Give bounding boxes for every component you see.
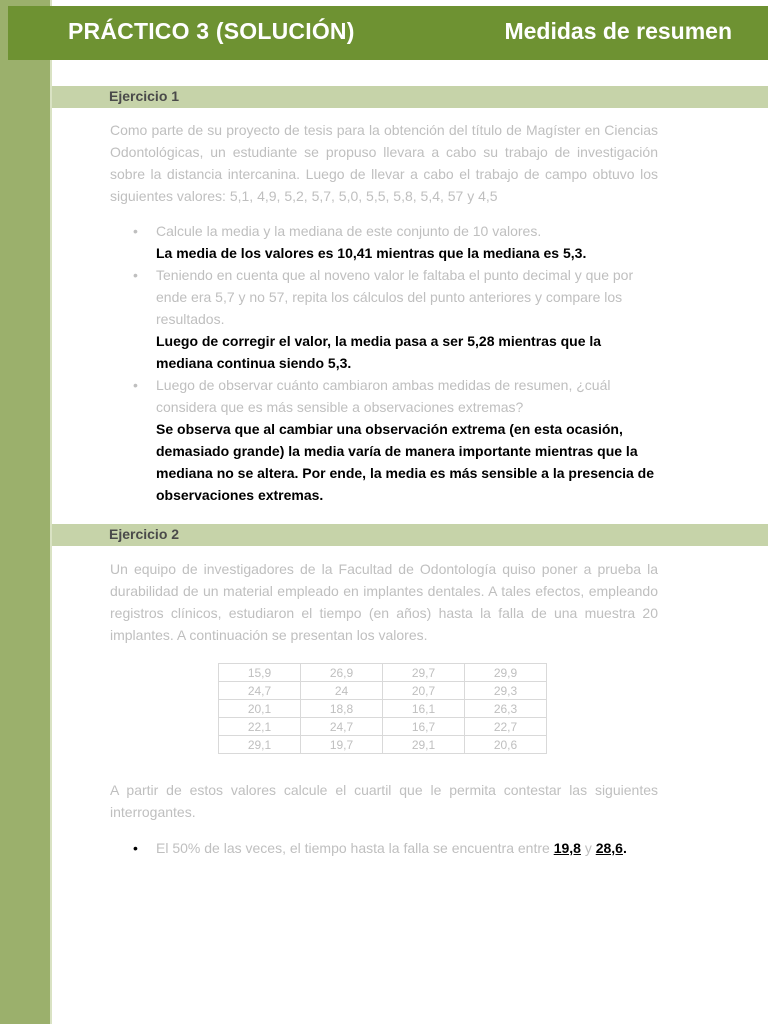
table-cell: 20,1 (219, 700, 301, 718)
bullet-icon: • (133, 377, 138, 393)
table-cell: 20,7 (383, 682, 465, 700)
question-text: Calcule la media y la mediana de este conjunto de 10 valores. (156, 223, 542, 239)
section-heading-ejercicio-2 (52, 524, 768, 546)
answer-high-value: 28,6 (595, 840, 623, 856)
table-cell: 24 (301, 682, 383, 700)
table-cell: 29,7 (383, 664, 465, 682)
question-item (110, 264, 660, 374)
question-text: El 50% de las veces, el tiempo hasta la falla se encuentra entre (156, 840, 550, 856)
table-cell: 19,7 (301, 736, 383, 754)
question-text: Teniendo en cuenta que al noveno valor le faltaba el punto decimal y que por ende era 5,7 y no 57, repita los cálculos del punto anteriores y compare los resultados. (156, 267, 634, 327)
table-cell: 22,1 (219, 718, 301, 736)
table-cell: 26,9 (301, 664, 383, 682)
table-row (219, 682, 547, 700)
connector-text: y (584, 840, 592, 856)
table-cell: 29,3 (465, 682, 547, 700)
page-subtitle: Medidas de resumen (504, 18, 732, 44)
answer-low-value: 19,8 (553, 840, 581, 856)
table-row (219, 664, 547, 682)
bullet-icon: • (133, 267, 138, 283)
question-item (110, 220, 660, 264)
answer-text: La media de los valores es 10,41 mientras que la mediana es 5,3. (156, 245, 587, 261)
table-row (219, 718, 547, 736)
table-cell: 18,8 (301, 700, 383, 718)
bullet-icon: • (133, 840, 138, 856)
section-heading-label: Ejercicio 2 (109, 526, 180, 542)
table-cell: 15,9 (219, 664, 301, 682)
ejercicio-2-intro: Un equipo de investigadores de la Facultad de Odontología quiso poner a prueba la durabilidad de un material empleado en implantes dentales. A tales efectos, empleando registros clínicos, estudiaron el tiempo (en años) hasta la falla de una muestra 20 implantes. A continuación se presentan los valores. (110, 561, 658, 643)
table-cell: 29,9 (465, 664, 547, 682)
end-period: . (622, 840, 627, 856)
table-cell: 26,3 (465, 700, 547, 718)
ejercicio-1-intro: Como parte de su proyecto de tesis para la obtención del título de Magíster en Ciencias Odontológicas, un estudiante se propuso llevara a cabo su trabajo de investigación sobre la distancia intercanina. Luego de llevar a cabo el trabajo de campo obtuvo los siguientes valores: 5,1, 4,9, 5,2, 5,7, 5,0, 5,5, 5,8, 5,4, 57 y 4,5 (110, 122, 658, 204)
table-cell: 29,1 (219, 736, 301, 754)
table-cell: 22,7 (465, 718, 547, 736)
ejercicio-1-questions (110, 220, 660, 506)
table-cell: 24,7 (301, 718, 383, 736)
table-row (219, 700, 547, 718)
question-item (110, 837, 660, 859)
section-heading-label: Ejercicio 1 (109, 88, 180, 104)
table-row (219, 736, 547, 754)
data-table (218, 663, 547, 754)
table-cell: 29,1 (383, 736, 465, 754)
ejercicio-2-questions (110, 837, 660, 859)
table-cell: 16,7 (383, 718, 465, 736)
ejercicio-2-instructions: A partir de estos valores calcule el cuartil que le permita contestar las siguientes interrogantes. (110, 782, 658, 820)
answer-text: Se observa que al cambiar una observación extrema (en esta ocasión, demasiado grande) la media varía de manera importante mientras que la mediana no se altera. Por ende, la media es más sensible a la presencia de observaciones extremas. (156, 421, 655, 503)
table-cell: 24,7 (219, 682, 301, 700)
section-heading-ejercicio-1 (52, 86, 768, 108)
page-header (8, 6, 768, 60)
page-title: PRÁCTICO 3 (SOLUCIÓN) (68, 18, 355, 44)
table-cell: 20,6 (465, 736, 547, 754)
question-text: Luego de observar cuánto cambiaron ambas medidas de resumen, ¿cuál considera que es más sensible a observaciones extremas? (156, 377, 611, 415)
bullet-icon: • (133, 223, 138, 239)
question-item (110, 374, 660, 506)
answer-text: Luego de corregir el valor, la media pasa a ser 5,28 mientras que la mediana continua siendo 5,3. (156, 333, 602, 371)
table-cell: 16,1 (383, 700, 465, 718)
sidebar-divider (50, 0, 52, 1024)
left-sidebar-bar (0, 0, 50, 1024)
